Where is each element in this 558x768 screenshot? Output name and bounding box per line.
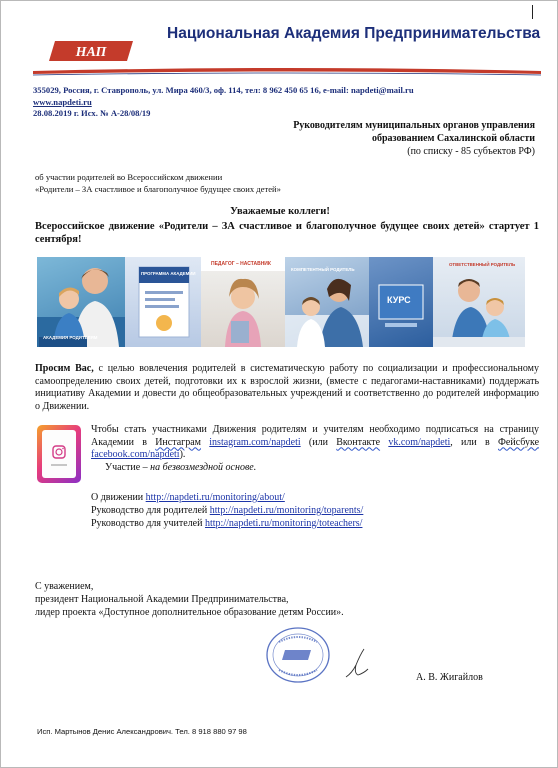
- participation-label: Участие –: [105, 461, 151, 473]
- executor-note: Исп. Мартынов Денис Александрович. Тел. 8 918 880 97 98: [37, 727, 247, 736]
- family-photo-illustration: [37, 257, 125, 347]
- vk-word: Вконтакте: [336, 436, 381, 448]
- closing-position-2: лидер проекта «Доступное дополнительное образование детям России».: [35, 606, 344, 618]
- facebook-link[interactable]: facebook.com/napdeti: [91, 449, 180, 461]
- banner-photo-parent-child: [37, 257, 125, 347]
- join-text-4: ).: [179, 449, 186, 461]
- free-note: на безвозмездной основе.: [150, 461, 257, 473]
- banner-label-responsible-parent: ОТВЕТСТВЕННЫЙ РОДИТЕЛЬ: [449, 262, 516, 267]
- banner-teacher-mentor: [201, 257, 285, 347]
- academy-logo: [47, 37, 139, 65]
- text-cursor: [532, 5, 533, 19]
- banner-responsible-parent: [433, 257, 525, 347]
- subject-block: [35, 171, 281, 195]
- about-label: О движении: [91, 492, 146, 503]
- vk-link[interactable]: vk.com/napdeti: [388, 436, 451, 448]
- header-divider: [33, 67, 541, 77]
- request-paragraph: [35, 363, 539, 413]
- teachers-guide-label: Руководство для учителей: [91, 517, 205, 529]
- request-text: с целью вовлечения родителей в систематическую работу по социализации и профессиональному самоопределению своих детей, подготовки их к взрослой жизни, (вместе с педагогами-наставниками) поддержать инициативу Академии и довести до общеобразовательных учреждений и соответственно до родителей информацию о Движении.: [35, 363, 539, 412]
- links-block: [91, 492, 363, 530]
- subject-line-1: об участии родителей во Всероссийском движении: [35, 172, 223, 182]
- recipient-line-1: Руководителям муниципальных органов управления: [293, 120, 535, 131]
- instagram-glyph-icon: [42, 430, 76, 478]
- subject-line-2: «Родители – ЗА счастливое и благополучное будущее своих детей»: [35, 184, 281, 194]
- organization-title: Национальная Академия Предпринимательства: [167, 25, 541, 42]
- banner-competent-parent: [285, 257, 369, 347]
- request-lead: Просим Вас,: [35, 363, 94, 374]
- teacher-illustration: [201, 257, 285, 347]
- banner-label-program: ПРОГРАММА АКАДЕМИИ: [141, 271, 196, 276]
- closing-regards: С уважением,: [35, 581, 94, 592]
- closing-block: [35, 581, 344, 619]
- join-text-3: , или в: [450, 436, 498, 448]
- recipient-block: [293, 119, 535, 158]
- parents-guide-label: Руководство для родителей: [91, 504, 210, 516]
- closing-position-1: президент Национальной Академии Предпринимательства,: [35, 593, 289, 605]
- banner-image: [37, 257, 525, 347]
- banner-label-academy: АКАДЕМИЯ РОДИТЕЛЯМ: [43, 335, 98, 340]
- signature: [344, 647, 372, 681]
- facebook-word: Фейсбуке: [498, 436, 540, 448]
- father-son-illustration: [433, 257, 525, 347]
- join-text-2: (или: [300, 436, 337, 448]
- recipient-line-2: образованием Сахалинской области: [371, 133, 535, 144]
- join-paragraph: [91, 424, 539, 474]
- logo-text: НАП: [75, 45, 107, 60]
- banner-book-cover: [125, 257, 201, 347]
- instagram-word: Инстаграм: [155, 436, 201, 448]
- announcement: Всероссийское движение «Родители – ЗА счастливое и благополучное будущее своих детей» стартует 1 сентября!: [35, 221, 539, 245]
- banner-label-course: КУРС: [387, 295, 411, 305]
- official-stamp: [265, 626, 331, 684]
- instagram-link[interactable]: instagram.com/napdeti: [209, 436, 301, 448]
- signer-name: А. В. Жигайлов: [416, 672, 483, 683]
- banner-course: [369, 257, 433, 347]
- website-link[interactable]: www.napdeti.ru: [33, 97, 92, 107]
- instagram-icon: [37, 425, 81, 483]
- salutation: Уважаемые коллеги!: [230, 206, 330, 217]
- contact-address: 355029, Россия, г. Ставрополь, ул. Мира 460/3, оф. 114, тел: 8 962 450 65 16, e-mail: napdeti@mail.ru: [33, 85, 414, 95]
- parents-guide-link[interactable]: http://napdeti.ru/monitoring/toparents/: [209, 504, 364, 516]
- recipient-line-3: (по списку - 85 субъектов РФ): [407, 146, 535, 157]
- join-text-1: Чтобы стать участниками Движения родителям и учителям необходимо подписаться на страницу Академии в: [91, 424, 539, 448]
- banner-label-teacher-mentor: ПЕДАГОГ – НАСТАВНИК: [211, 261, 271, 267]
- about-link[interactable]: http://napdeti.ru/monitoring/about/: [145, 492, 285, 503]
- outgoing-reference: 28.08.2019 г. Исх. № А-28/08/19: [33, 108, 151, 118]
- teachers-guide-link[interactable]: http://napdeti.ru/monitoring/toteachers/: [204, 517, 363, 529]
- banner-label-competent-parent: КОМПЕТЕНТНЫЙ РОДИТЕЛЬ: [291, 267, 355, 272]
